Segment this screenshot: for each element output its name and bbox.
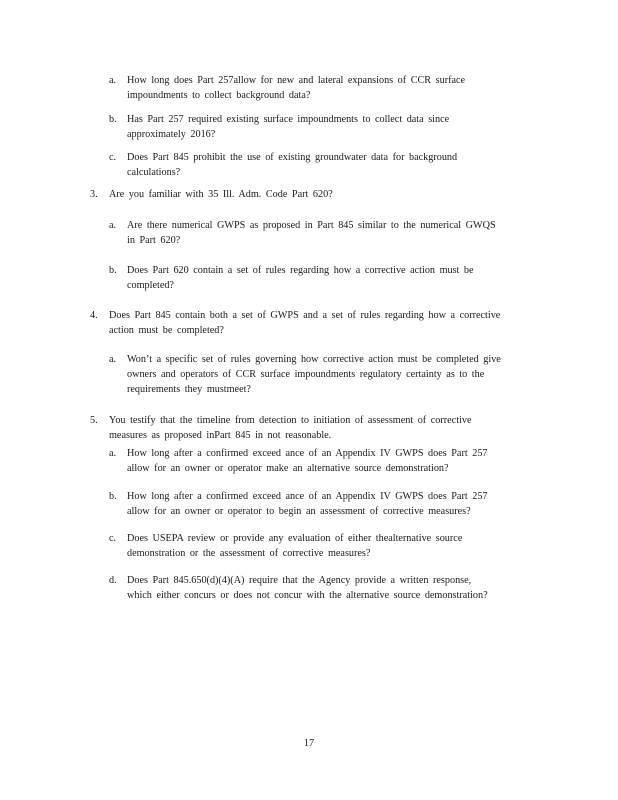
question-label: a.: [109, 448, 117, 459]
question-text-line: action must be completed?: [109, 325, 224, 336]
question-label: 5.: [90, 415, 98, 426]
question-text-line: Does Part 620 contain a set of rules regarding how a corrective action must be: [127, 265, 474, 276]
question-text-line: Does Part 845 prohibit the use of existing groundwater data for background: [127, 152, 458, 163]
question-text-line: which either concurs or does not concur with the alternative source demonstration?: [127, 590, 488, 601]
question-text-line: requirements they mustmeet?: [127, 384, 251, 395]
question-label: 4.: [90, 310, 98, 321]
question-label: 3.: [90, 189, 98, 200]
question-text-line: Does USEPA review or provide any evaluation of either thealternative source: [127, 533, 463, 544]
question-label: a.: [109, 220, 117, 231]
question-text-line: Are you familiar with 35 Ill. Adm. Code Part 620?: [109, 189, 333, 200]
question-text-line: Does Part 845 contain both a set of GWPS and a set of rules regarding how a corrective: [109, 310, 501, 321]
question-label: b.: [109, 114, 117, 125]
question-text-line: in Part 620?: [127, 235, 181, 246]
question-label: b.: [109, 265, 117, 276]
question-text-line: completed?: [127, 280, 174, 291]
question-text-line: impoundments to collect background data?: [127, 90, 311, 101]
question-text-line: How long after a confirmed exceed ance of an Appendix IV GWPS does Part 257: [127, 448, 488, 459]
page-number: 17: [303, 738, 315, 749]
question-text-line: Won’t a specific set of rules governing how corrective action must be completed give: [127, 354, 501, 365]
question-label: d.: [109, 575, 117, 586]
question-text-line: allow for an owner or operator make an alternative source demonstration?: [127, 463, 449, 474]
question-text-line: approximately 2016?: [127, 129, 216, 140]
question-text-line: measures as proposed inPart 845 in not reasonable.: [109, 430, 332, 441]
question-text-line: Has Part 257 required existing surface impoundments to collect data since: [127, 114, 450, 125]
question-text-line: owners and operators of CCR surface impoundments regulatory certainty as to the: [127, 369, 485, 380]
question-label: c.: [109, 533, 117, 544]
question-label: a.: [109, 354, 117, 365]
question-text-line: Are there numerical GWPS as proposed in Part 845 similar to the numerical GWQS: [127, 220, 496, 231]
question-text-line: calculations?: [127, 167, 181, 178]
question-text-line: demonstration or the assessment of corrective measures?: [127, 548, 371, 559]
question-label: b.: [109, 491, 117, 502]
question-label: c.: [109, 152, 117, 163]
question-text-line: allow for an owner or operator to begin an assessment of corrective measures?: [127, 506, 471, 517]
question-text-line: Does Part 845.650(d)(4)(A) require that the Agency provide a written response,: [127, 575, 472, 586]
question-text-line: How long does Part 257allow for new and lateral expansions of CCR surface: [127, 75, 466, 86]
question-text-line: You testify that the timeline from detection to initiation of assessment of corrective: [109, 415, 472, 426]
question-label: a.: [109, 75, 117, 86]
question-text-line: How long after a confirmed exceed ance of an Appendix IV GWPS does Part 257: [127, 491, 488, 502]
